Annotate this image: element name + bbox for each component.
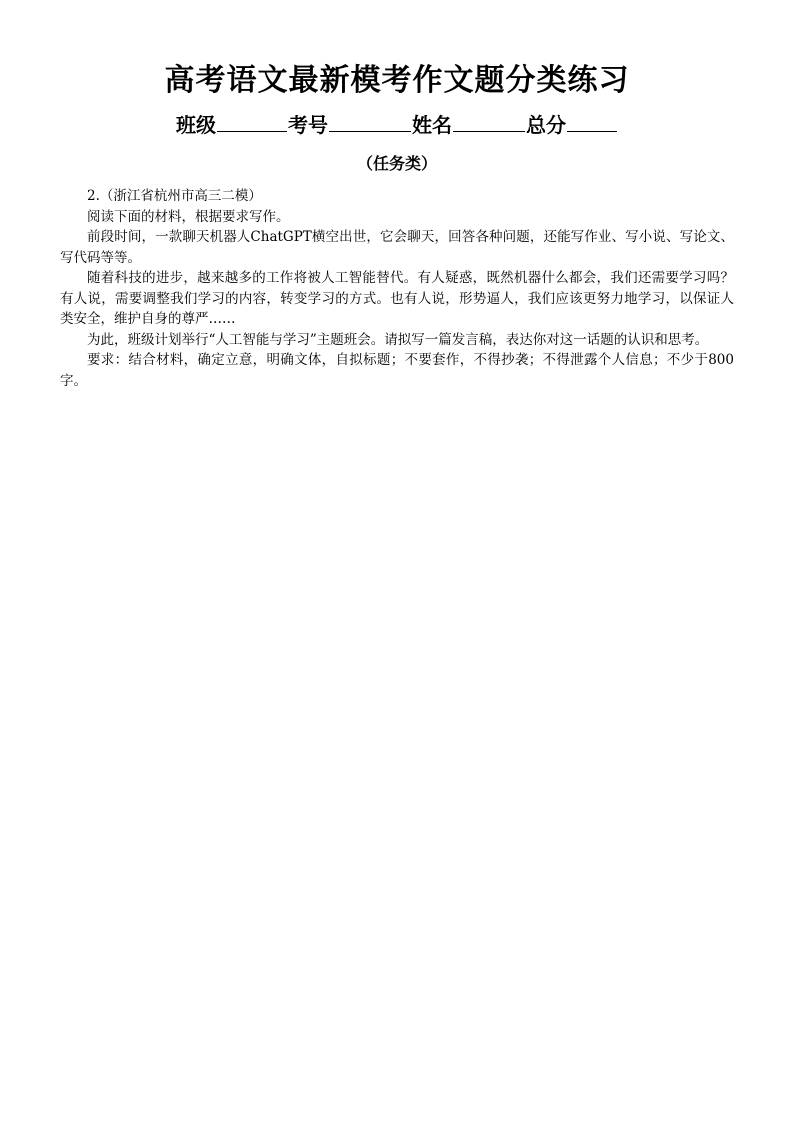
question-instruction: 阅读下面的材料，根据要求写作。 <box>87 208 290 225</box>
name-blank[interactable] <box>453 111 525 132</box>
page-title: 高考语文最新模考作文题分类练习 <box>164 63 630 98</box>
writing-requirements: 要求：结合材料，确定立意，明确文体，自拟标题；不要套作，不得抄袭；不得泄露个人信息；不少于800字。 <box>60 352 734 389</box>
category-subtitle: （任务类） <box>356 154 437 173</box>
material-paragraph: 随着科技的进步，越来越多的工作将被人工智能替代。有人疑惑，既然机器什么都会，我们还需要学习吗？有人说，需要调整我们学习的内容，转变学习的方式。也有人说，形势逼人，我们应该更努力地学习，以保证人类安全，维护自身的尊严…… <box>60 270 734 327</box>
material-paragraph: 为此，班级计划举行“人工智能与学习”主题班会。请拟写一篇发言稿，表达你对这一话题的认识和思考。 <box>87 331 709 348</box>
exam-number-blank[interactable] <box>329 111 411 132</box>
class-blank[interactable] <box>217 111 287 132</box>
total-score-label: 总分 <box>526 113 566 137</box>
exam-number-label: 考号 <box>288 113 328 137</box>
student-info-line <box>0 110 794 140</box>
class-label: 班级 <box>176 113 216 137</box>
name-label: 姓名 <box>412 113 452 137</box>
question-source: 2.（浙江省杭州市高三二模） <box>87 188 262 204</box>
question-body <box>60 186 734 391</box>
material-paragraph: 前段时间，一款聊天机器人ChatGPT横空出世，它会聊天，回答各种问题，还能写作业、写小说、写论文、写代码等等。 <box>60 229 734 266</box>
total-score-blank[interactable] <box>567 111 617 132</box>
